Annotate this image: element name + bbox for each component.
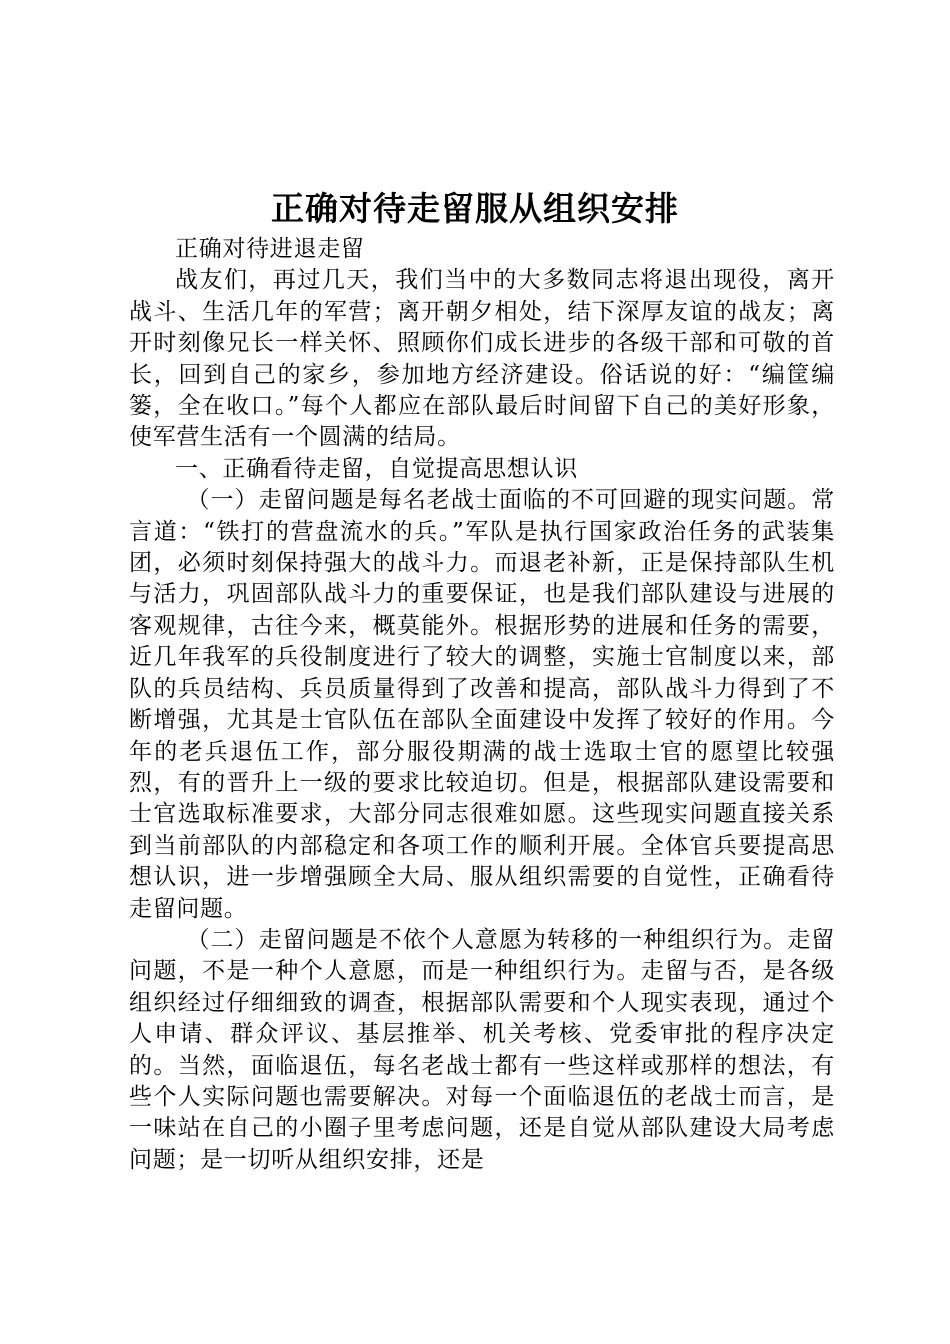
- paragraph-intro: 战友们，再过几天，我们当中的大多数同志将退出现役，离开战斗、生活几年的军营；离开朝夕相处，结下深厚友谊的战友；离开时刻像兄长一样关怀、照顾你们成长进步的各级干部和可敬的首长，回到自己的家乡，参加地方经济建设。俗话说的好：“编筐编篓，全在收口。”每个人都应在部队最后时间留下自己的美好形象，使军营生活有一个圆满的结局。: [129, 267, 835, 451]
- document-body: [129, 234, 835, 1176]
- paragraph-section-1-2: （二）走留问题是不依个人意愿为转移的一种组织行为。走留问题，不是一种个人意愿，而是一种组织行为。走留与否，是各级组织经过仔细细致的调查，根据部队需要和个人现实表现，通过个人申请、群众评议、基层推举、机关考核、党委审批的程序决定的。当然，面临退伍，每名老战士都有一些这样或那样的想法，有些个人实际问题也需要解决。对每一个面临退伍的老战士而言，是一味站在自己的小圈子里考虑问题，还是自觉从部队建设大局考虑问题；是一切听从组织安排，还是: [129, 926, 835, 1173]
- paragraph-section-1-1: （一）走留问题是每名老战士面临的不可回避的现实问题。常言道：“铁打的营盘流水的兵。”军队是执行国家政治任务的武装集团，必须时刻保持强大的战斗力。而退老补新，正是保持部队生机与活力，巩固部队战斗力的重要保证，也是我们部队建设与进展的客观规律，古往今来，概莫能外。根据形势的进展和任务的需要，近几年我军的兵役制度进行了较大的调整，实施士官制度以来，部队的兵员结构、兵员质量得到了改善和提高，部队战斗力得到了不断增强，尤其是士官队伍在部队全面建设中发挥了较好的作用。今年的老兵退伍工作，部分服役期满的战士选取士官的愿望比较强烈，有的晋升上一级的要求比较迫切。但是，根据部队建设需要和士官选取标准要求，大部分同志很难如愿。这些现实问题直接关系到当前部队的内部稳定和各项工作的顺利开展。全体官兵要提高思想认识，进一步增强顾全大局、服从组织需要的自觉性，正确看待走留问题。: [129, 487, 835, 922]
- section-heading-1: 一、正确看待走留，自觉提高思想认识: [175, 455, 578, 482]
- paragraph-subtitle: 正确对待进退走留: [175, 236, 365, 262]
- document-title: 正确对待走留服从组织安排: [271, 189, 679, 228]
